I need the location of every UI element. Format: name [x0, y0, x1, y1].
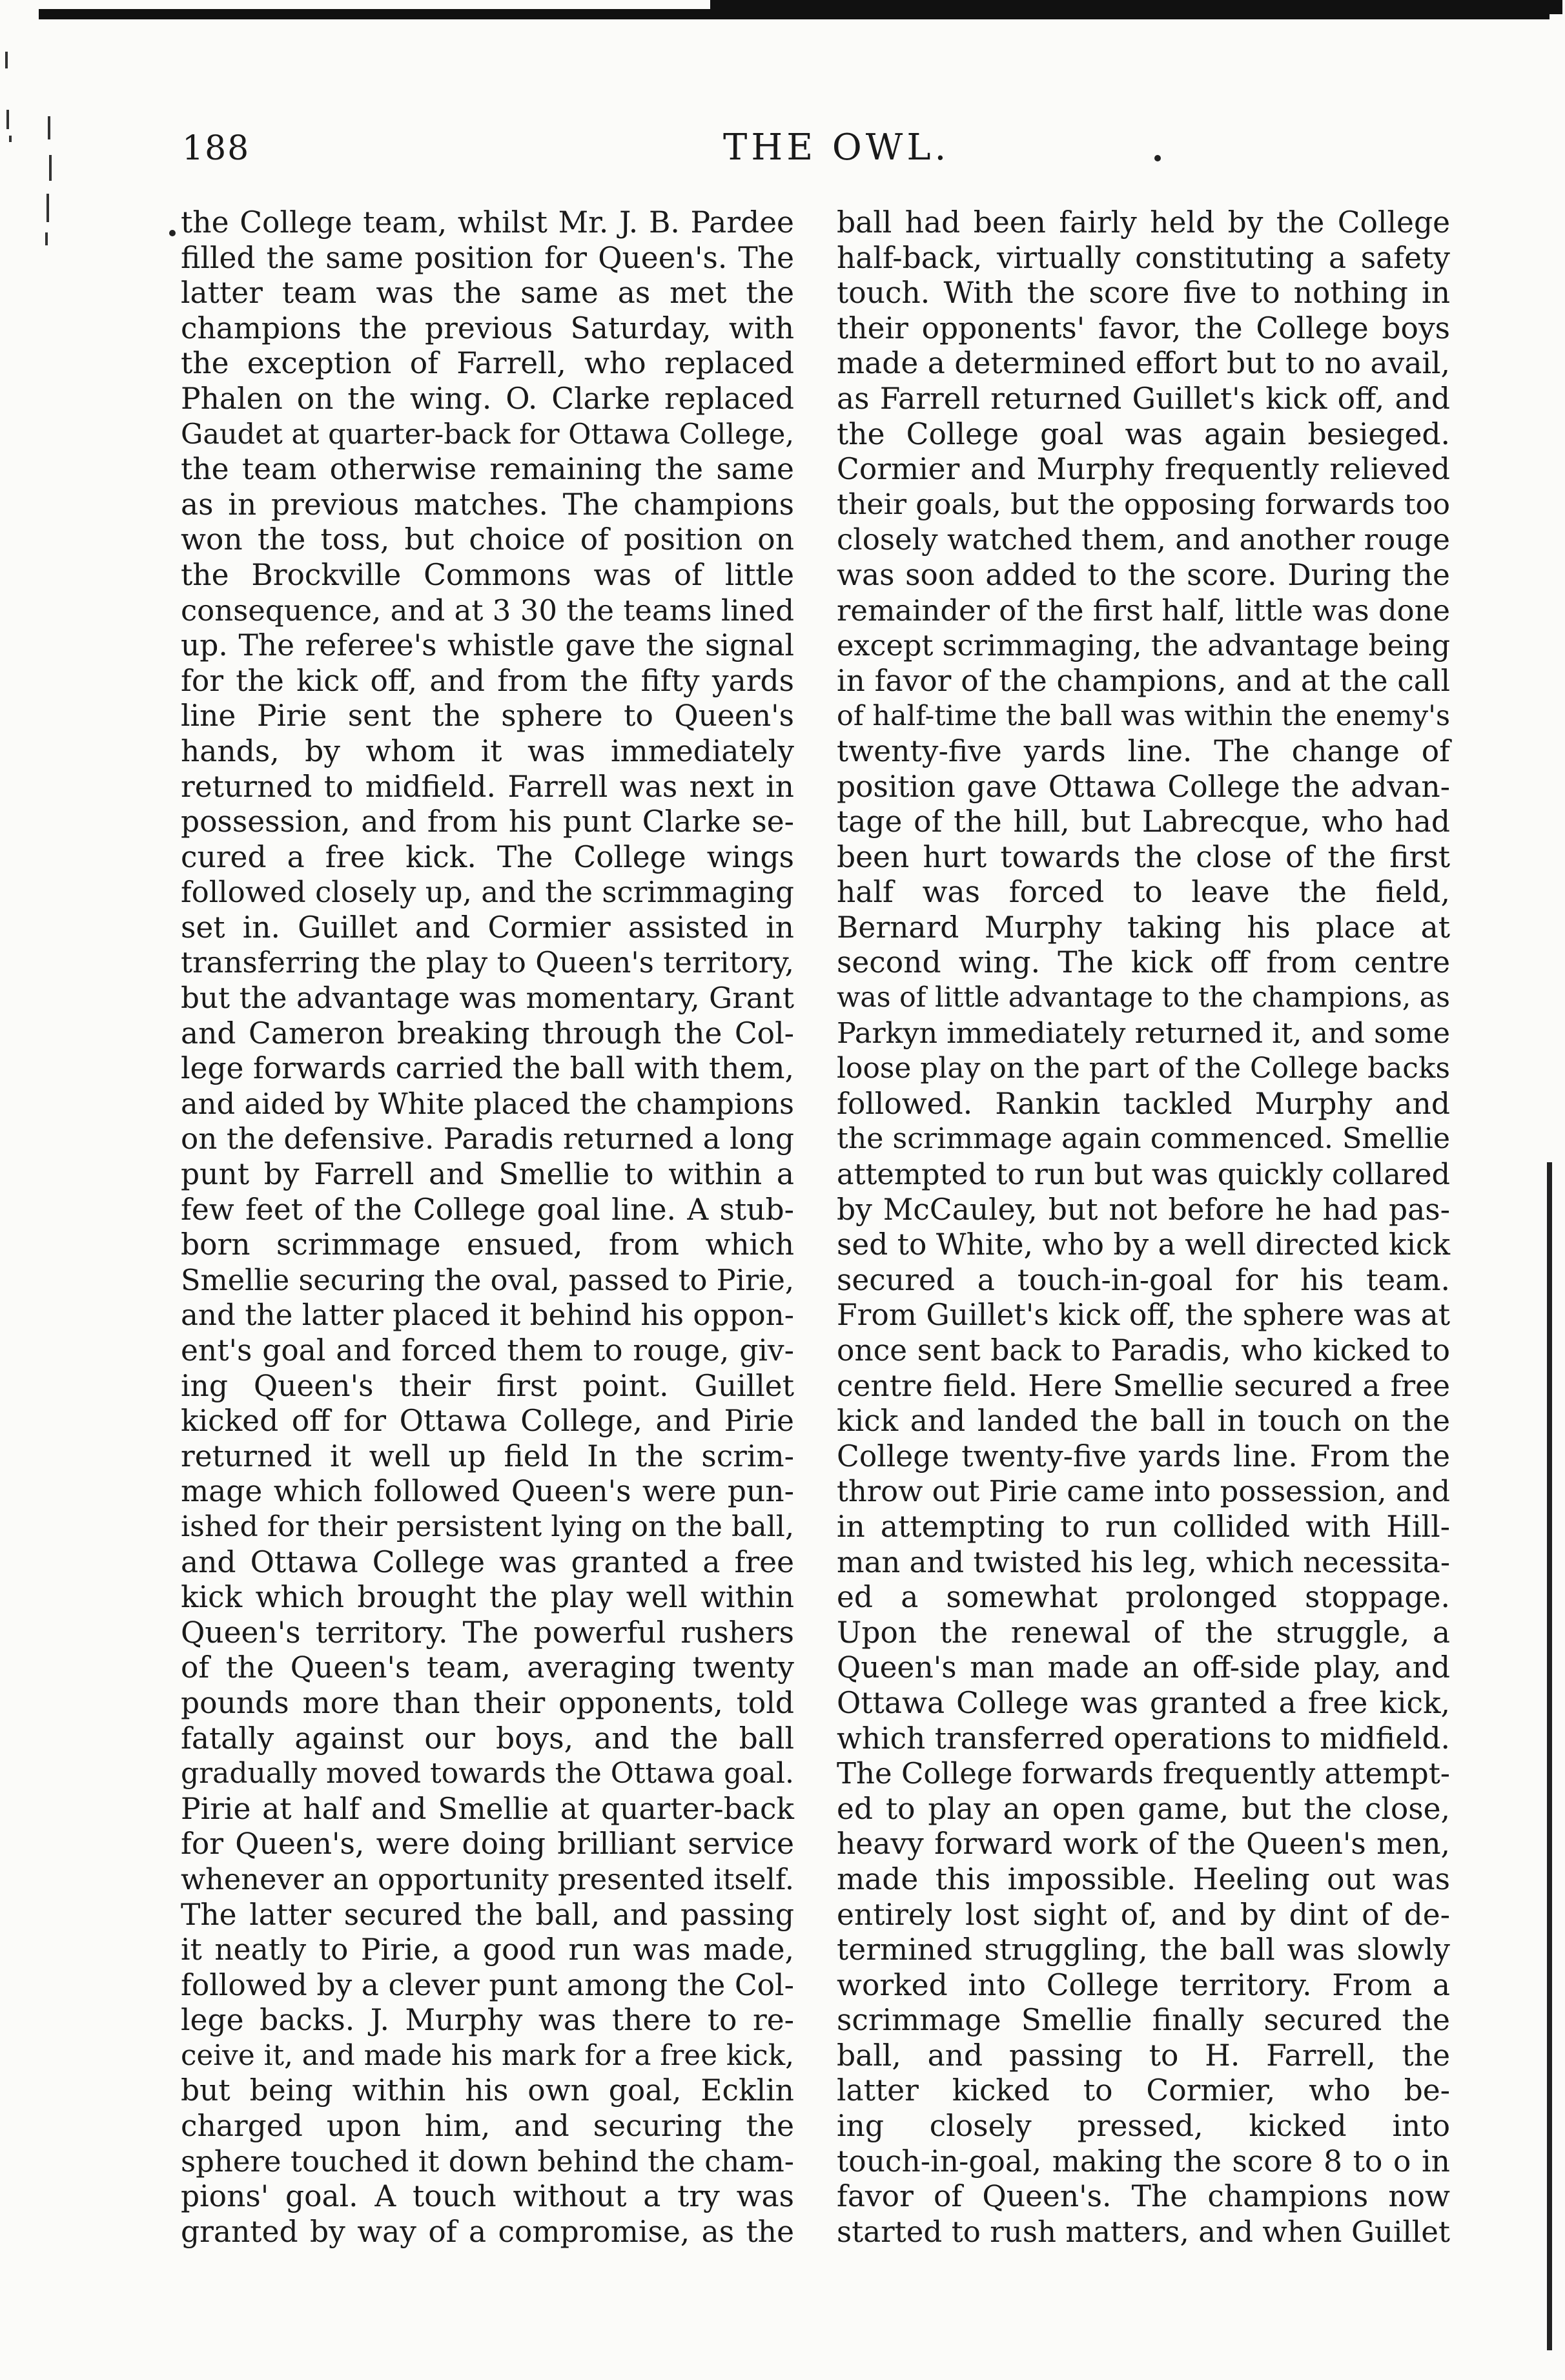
text-line: the exception of Farrell, who replaced [181, 346, 794, 381]
text-line: The College forwards frequently attempt- [837, 1756, 1450, 1791]
text-line: ed to play an open game, but the close, [837, 1791, 1450, 1826]
text-line: Parkyn immediately returned it, and some [837, 1016, 1450, 1050]
text-line: mage which followed Queen's were pun- [181, 1474, 794, 1509]
text-line: sphere touched it down behind the cham- [181, 2144, 794, 2179]
text-line: once sent back to Paradis, who kicked to [837, 1333, 1450, 1368]
text-line: latter team was the same as met the [181, 276, 794, 311]
text-line: and aided by White placed the champions [181, 1086, 794, 1121]
text-line: centre field. Here Smellie secured a free [837, 1368, 1450, 1403]
text-line: the scrimmage again commenced. Smellie [837, 1122, 1450, 1156]
text-line: Smellie securing the oval, passed to Pirie, [181, 1263, 794, 1297]
text-line: by McCauley, but not before he had pas- [837, 1192, 1450, 1227]
text-line: filled the same position for Queen's. The [181, 240, 794, 275]
text-line: it neatly to Pirie, a good run was made, [181, 1933, 794, 1967]
text-line: Upon the renewal of the struggle, a [837, 1615, 1450, 1650]
text-line: favor of Queen's. The champions now [837, 2179, 1450, 2214]
text-line: sed to White, who by a well directed kick [837, 1227, 1450, 1262]
text-line: touch-in-goal, making the score 8 to o in [837, 2144, 1450, 2179]
text-line: ceive it, and made his mark for a free kick, [181, 2039, 794, 2072]
running-title: THE OWL. [723, 127, 950, 169]
text-line: ished for their persistent lying on the ball, [181, 1510, 794, 1543]
text-line: transferring the play to Queen's territory, [181, 945, 794, 980]
text-line: secured a touch-in-goal for his team. [837, 1262, 1450, 1297]
text-line: ball had been fairly held by the College [837, 205, 1450, 240]
text-line: their opponents' favor, the College boys [837, 311, 1450, 345]
text-line: the Brockville Commons was of little [181, 557, 794, 592]
text-line: lege forwards carried the ball with them, [181, 1051, 794, 1086]
text-line: throw out Pirie came into possession, and [837, 1474, 1450, 1509]
text-line: twenty-five yards line. The change of [837, 733, 1450, 768]
text-line: up. The referee's whistle gave the signal [181, 628, 794, 663]
text-line: closely watched them, and another rouge [837, 522, 1450, 557]
text-line: Ottawa College was granted a free kick, [837, 1685, 1450, 1720]
text-line: From Guillet's kick off, the sphere was at [837, 1298, 1450, 1333]
text-line: ent's goal and forced them to rouge, giv- [181, 1333, 794, 1368]
text-line: half-back, virtually constituting a safety [837, 240, 1450, 275]
text-line: but the advantage was momentary, Grant [181, 981, 794, 1016]
text-line: second wing. The kick off from centre [837, 945, 1450, 980]
text-line: champions the previous Saturday, with [181, 311, 794, 345]
text-line: pounds more than their opponents, told [181, 1685, 794, 1720]
text-line: line Pirie sent the sphere to Queen's [181, 699, 794, 733]
text-line: touch. With the score five to nothing in [837, 276, 1450, 311]
text-line: followed by a clever punt among the Col- [181, 1967, 794, 2002]
text-line: pions' goal. A touch without a try was [181, 2179, 794, 2214]
left-text-column [181, 205, 794, 2250]
right-page-edge [1547, 1162, 1552, 2350]
text-line: whenever an opportunity presented itself. [181, 1862, 794, 1896]
text-line: gradually moved towards the Ottawa goal. [181, 1757, 794, 1790]
text-line: half was forced to leave the field, [837, 875, 1450, 910]
text-line: was soon added to the score. During the [837, 557, 1450, 592]
text-line: won the toss, but choice of position on [181, 522, 794, 557]
text-line: Pirie at half and Smellie at quarter-back [181, 1791, 794, 1826]
text-line: on the defensive. Paradis returned a long [181, 1122, 794, 1156]
text-line: of the Queen's team, averaging twenty [181, 1650, 794, 1685]
text-line: punt by Farrell and Smellie to within a [181, 1157, 794, 1192]
text-line: possession, and from his punt Clarke se- [181, 805, 794, 839]
text-line: entirely lost sight of, and by dint of de- [837, 1897, 1450, 1932]
text-line: attempted to run but was quickly collared [837, 1158, 1450, 1192]
text-line: few feet of the College goal line. A stub- [181, 1192, 794, 1227]
text-line: Cormier and Murphy frequently relieved [837, 452, 1450, 487]
text-line: which transferred operations to midfield. [837, 1721, 1450, 1756]
text-line: latter kicked to Cormier, who be- [837, 2073, 1450, 2108]
text-line: returned it well up field In the scrim- [181, 1439, 794, 1473]
text-line: as Farrell returned Guillet's kick off, and [837, 381, 1450, 416]
text-line: consequence, and at 3 30 the teams lined [181, 593, 794, 628]
text-line: fatally against our boys, and the ball [181, 1721, 794, 1756]
text-line: Queen's territory. The powerful rushers [181, 1615, 794, 1650]
text-line: Gaudet at quarter-back for Ottawa College, [181, 418, 794, 451]
text-line: made a determined effort but to no avail, [837, 346, 1450, 381]
text-line: ing Queen's their first point. Guillet [181, 1368, 794, 1403]
text-line: tage of the hill, but Labrecque, who had [837, 805, 1450, 839]
text-line: Phalen on the wing. O. Clarke replaced [181, 381, 794, 416]
text-line: ball, and passing to H. Farrell, the [837, 2038, 1450, 2073]
text-line: as in previous matches. The champions [181, 487, 794, 522]
text-line: scrimmage Smellie finally secured the [837, 2003, 1450, 2038]
text-line: charged upon him, and securing the [181, 2109, 794, 2144]
text-line: their goals, but the opposing forwards too [837, 487, 1450, 521]
text-line: followed. Rankin tackled Murphy and [837, 1086, 1450, 1121]
text-line: started to rush matters, and when Guillet [837, 2214, 1450, 2249]
text-line: hands, by whom it was immediately [181, 733, 794, 768]
text-line: the team otherwise remaining the same [181, 452, 794, 487]
text-line: been hurt towards the close of the first [837, 839, 1450, 874]
text-line: lege backs. J. Murphy was there to re- [181, 2003, 794, 2038]
text-line: the College team, whilst Mr. J. B. Pardee [181, 205, 794, 240]
text-line: and the latter placed it behind his oppon- [181, 1298, 794, 1333]
left-margin-marks [0, 39, 52, 271]
text-line: heavy forward work of the Queen's men, [837, 1827, 1450, 1862]
text-line: man and twisted his leg, which necessita- [837, 1544, 1450, 1579]
text-line: and Ottawa College was granted a free [181, 1544, 794, 1579]
text-line: Queen's man made an off-side play, and [837, 1650, 1450, 1685]
text-line: The latter secured the ball, and passing [181, 1897, 794, 1932]
text-line: position gave Ottawa College the advan- [837, 769, 1450, 804]
text-line: set in. Guillet and Cormier assisted in [181, 910, 794, 945]
text-line: followed closely up, and the scrimmaging [181, 875, 794, 910]
text-line: kick and landed the ball in touch on the [837, 1404, 1450, 1439]
text-line: except scrimmaging, the advantage being [837, 629, 1450, 663]
text-line: College twenty-five yards line. From the [837, 1439, 1450, 1473]
text-line: was of little advantage to the champions, as [837, 982, 1450, 1014]
text-line: in favor of the champions, and at the call [837, 663, 1450, 698]
text-line: termined struggling, the ball was slowly [837, 1933, 1450, 1967]
text-line: and Cameron breaking through the Col- [181, 1016, 794, 1051]
text-line: remainder of the first half, little was done [837, 593, 1450, 628]
right-text-column [837, 205, 1450, 2250]
text-line: loose play on the part of the College backs [837, 1052, 1450, 1085]
page-number: 188 [182, 129, 251, 168]
text-line: born scrimmage ensued, from which [181, 1227, 794, 1262]
text-line: the College goal was again besieged. [837, 416, 1450, 451]
text-line: but being within his own goal, Ecklin [181, 2073, 794, 2108]
top-border-rule-thick [710, 0, 1562, 14]
text-line: worked into College territory. From a [837, 1967, 1450, 2002]
text-line: for Queen's, were doing brilliant service [181, 1827, 794, 1862]
text-line: cured a free kick. The College wings [181, 839, 794, 874]
text-line: of half-time the ball was within the enemy's [837, 700, 1450, 733]
margin-bullet [169, 230, 176, 236]
text-line: in attempting to run collided with Hill- [837, 1509, 1450, 1544]
text-line: returned to midfield. Farrell was next in [181, 769, 794, 804]
text-line: made this impossible. Heeling out was [837, 1862, 1450, 1896]
text-line: ing closely pressed, kicked into [837, 2109, 1450, 2144]
text-line: granted by way of a compromise, as the [181, 2214, 794, 2249]
text-line: kick which brought the play well within [181, 1580, 794, 1615]
text-line: ed a somewhat prolonged stoppage. [837, 1580, 1450, 1615]
text-line: for the kick off, and from the fifty yards [181, 663, 794, 698]
text-line: Bernard Murphy taking his place at [837, 910, 1450, 945]
header-dot [1154, 155, 1161, 161]
text-line: kicked off for Ottawa College, and Pirie [181, 1404, 794, 1439]
